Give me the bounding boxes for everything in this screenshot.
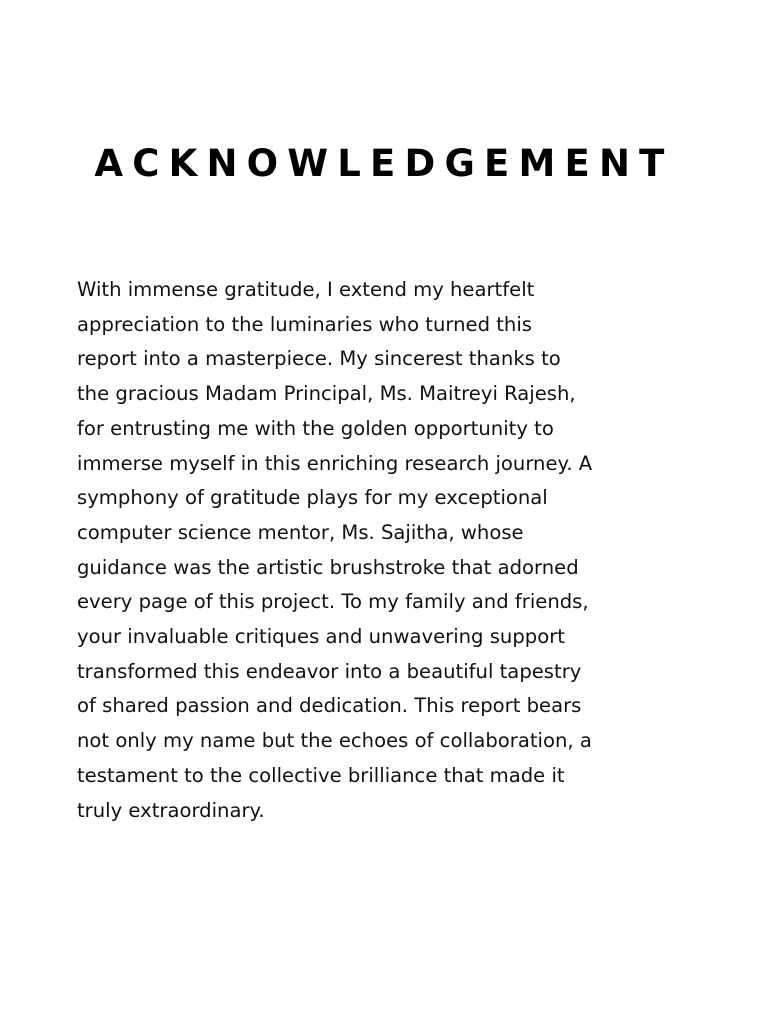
paragraph-line: transformed this endeavor into a beautiful tapestry (77, 659, 582, 683)
paragraph-line: your invaluable critiques and unwavering support (77, 625, 565, 649)
paragraph-line: guidance was the artistic brushstroke that adorned (77, 555, 579, 579)
paragraph-line: truly extraordinary. (77, 798, 265, 822)
paragraph-line: symphony of gratitude plays for my exceptional (77, 486, 548, 510)
paragraph-line: every page of this project. To my family and friends, (77, 590, 589, 614)
paragraph-line: immerse myself in this enriching research journey. A (77, 451, 593, 475)
paragraph-line: report into a masterpiece. My sincerest thanks to (77, 347, 561, 371)
paragraph-line: testament to the collective brilliance that made it (77, 763, 565, 787)
paragraph-line: the gracious Madam Principal, Ms. Maitreyi Rajesh, (77, 382, 576, 406)
acknowledgement-paragraph (77, 273, 717, 828)
paragraph-line: computer science mentor, Ms. Sajitha, whose (77, 520, 524, 544)
paragraph-line: of shared passion and dedication. This report bears (77, 694, 582, 718)
paragraph-line: not only my name but the echoes of collaboration, a (77, 729, 592, 753)
paragraph-line: for entrusting me with the golden opportunity to (77, 416, 554, 440)
page-title: ACKNOWLEDGEMENT (94, 142, 674, 185)
paragraph-line: With immense gratitude, I extend my heartfelt (77, 278, 535, 301)
paragraph-line: appreciation to the luminaries who turned this (77, 312, 532, 336)
